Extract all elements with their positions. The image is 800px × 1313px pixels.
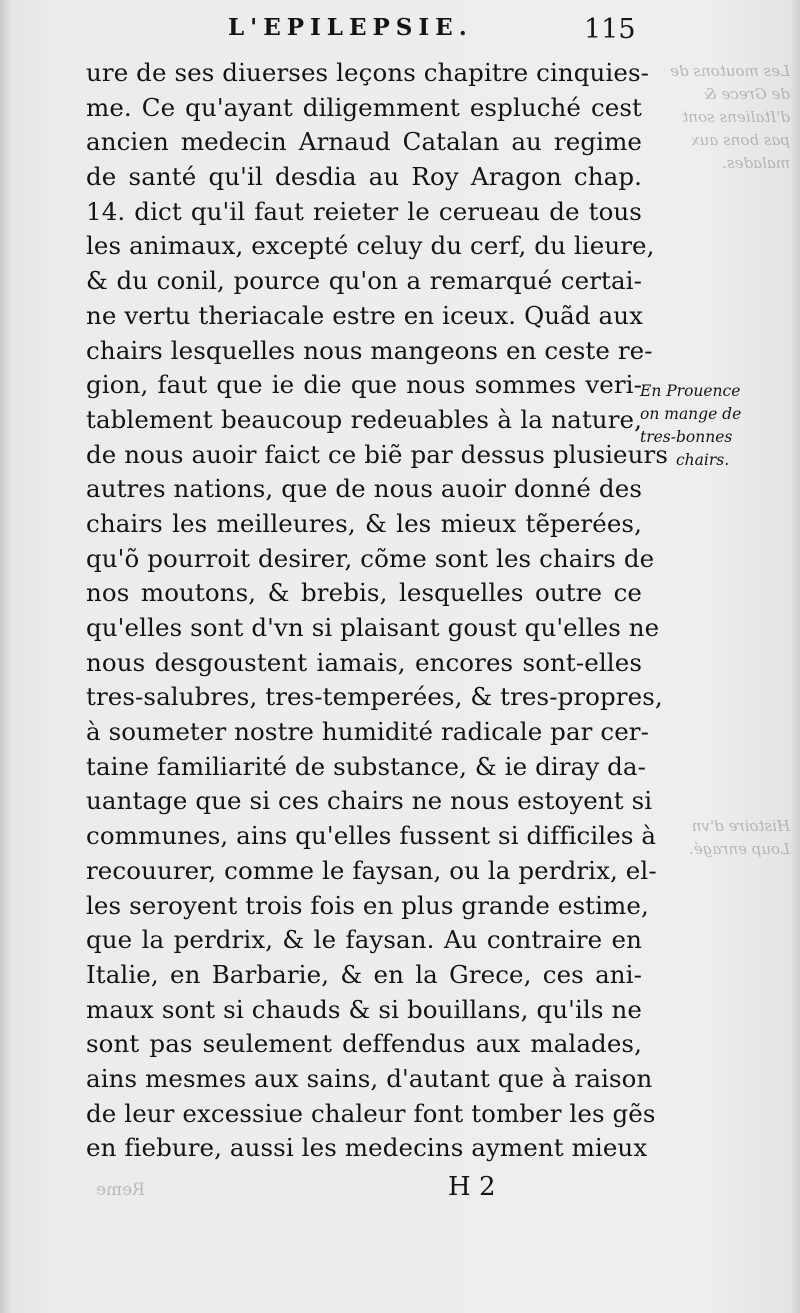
bleed-through-margin-note-top [640,60,790,175]
page-header [0,14,800,54]
text-line: tres-salubres, tres-temperées, & tres-propres, [86,682,663,712]
text-line: chairs lesquelles nous mangeons en ceste re- [86,335,653,365]
text-line: me. Ce qu'ayant diligemment espluché cest [86,92,642,122]
running-title: L'EPILEPSIE. [228,14,473,41]
text-line: communes, ains qu'elles fussent si difficiles à [86,821,657,851]
signature-mark: H 2 [448,1172,496,1202]
bleed-line: malades. [722,154,790,172]
text-line: ancien medecin Arnaud Catalan au regime [86,127,642,157]
text-line: sont pas seulement deffendus aux malades, [86,1029,642,1059]
text-line: à soumeter nostre humidité radicale par cer- [86,717,649,747]
bleed-line: de Grece & [703,85,790,103]
bleed-line: Histoire d'vn [691,817,790,835]
text-line: en fiebure, aussi les medecins ayment mieux [86,1133,648,1163]
text-line: nos moutons, & brebis, lesquelles outre ce [86,578,642,608]
bleed-line: Les moutons de [670,62,790,80]
margin-note-line: chairs. [676,451,730,469]
text-line: taine familiarité de substance, & ie diray da- [86,751,647,781]
margin-note-line: on mange de [640,405,742,423]
page-number: 115 [584,14,636,45]
bleed-line: d'Italiens sont [682,108,790,126]
text-line: nous desgoustent iamais, encores sont-elles [86,647,642,677]
text-line: recouurer, comme le faysan, ou la perdrix, el- [86,855,657,885]
body-text [86,56,669,1166]
text-line: ure de ses diuerses leçons chapitre cinquies- [86,58,650,87]
text-line: autres nations, que de nous auoir donné des [86,474,642,504]
text-line: gion, faut que ie die que nous sommes veri- [86,370,642,400]
text-line: 14. dict qu'il faut reieter le cerueau de tous [86,196,642,226]
bleed-through-margin-note-bottom [650,815,790,861]
margin-note [640,380,800,472]
margin-note-line: tres-bonnes [640,428,733,446]
margin-note-line: En Prouence [640,382,741,400]
text-line: que la perdrix, & le faysan. Au contraire en [86,925,642,955]
text-line: ne vertu theriacale estre en iceux. Quãd aux [86,300,644,330]
text-line: qu'elles sont d'vn si plaisant goust qu'elles ne [86,613,660,642]
page-footer [0,1172,800,1212]
text-line: les animaux, excepté celuy du cerf, du lieure, [86,231,655,261]
text-line: tablement beaucoup redeuables à la nature, [86,404,642,434]
text-line: maux sont si chauds & si bouillans, qu'ils ne [86,994,642,1024]
text-line: ains mesmes aux sains, d'autant que à raison [86,1063,653,1093]
text-line: uantage que si ces chairs ne nous estoyent si [86,786,653,816]
bleed-through-footer: Reme [96,1180,146,1200]
text-line: qu'õ pourroit desirer, cõme sont les chairs de [86,543,655,573]
text-line: Italie, en Barbarie, & en la Grece, ces ani- [86,959,642,989]
text-line: de nous auoir faict ce biẽ par dessus plusieurs [86,439,669,469]
bleed-line: pas bons aux [691,131,790,149]
text-line: & du conil, pource qu'on a remarqué certai- [86,266,642,296]
text-line: de santé qu'il desdia au Roy Aragon chap. [86,162,642,192]
bleed-line: Loup enragé. [689,840,790,858]
text-line: de leur excessiue chaleur font tomber les gẽs [86,1098,656,1128]
text-line: chairs les meilleures, & les mieux tẽperées, [86,508,642,538]
text-line: les seroyent trois fois en plus grande estime, [86,890,649,920]
